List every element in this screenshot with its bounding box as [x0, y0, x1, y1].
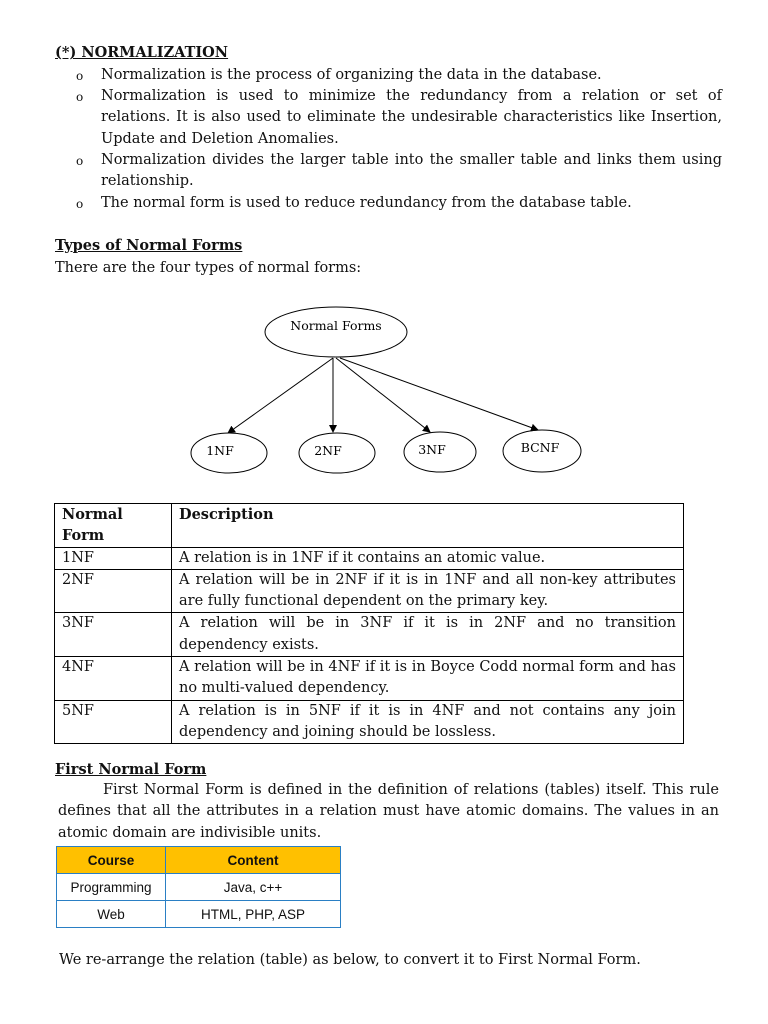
- node-1nf-label: 1NF: [206, 443, 234, 458]
- form-cell: 2NF: [55, 569, 172, 613]
- arrow-bcnf: [340, 358, 538, 430]
- node-3nf-label: 3NF: [418, 442, 446, 457]
- arrow-3nf: [336, 358, 430, 432]
- description-cell: A relation is in 1NF if it contains an atomic value.: [172, 547, 684, 569]
- header-normal-form: Normal Form: [55, 504, 172, 548]
- node-bcnf-label: BCNF: [520, 440, 560, 455]
- form-cell: 5NF: [55, 700, 172, 744]
- table-row: [55, 613, 684, 657]
- bullet-marker: o: [76, 197, 84, 211]
- section-title: (*) NORMALIZATION: [55, 44, 229, 61]
- bullet-item: Normalization divides the larger table into the smaller table and links them using relationship.: [101, 152, 722, 190]
- first-nf-paragraph: [58, 780, 719, 844]
- table-header-row: [55, 504, 684, 548]
- root-node-label: Normal Forms: [290, 318, 382, 333]
- bullet-marker: o: [76, 69, 84, 83]
- table-row: [55, 700, 684, 744]
- bullet-item: Normalization is the process of organizing the data in the database.: [101, 67, 602, 83]
- course-table: [56, 846, 341, 928]
- form-cell: 3NF: [55, 613, 172, 657]
- table-row: [55, 569, 684, 613]
- content-cell: Java, c++: [166, 874, 341, 901]
- header-content: Content: [166, 847, 341, 874]
- closing-line: We re-arrange the relation (table) as below, to convert it to First Normal Form.: [59, 952, 641, 968]
- bullet-marker: o: [76, 90, 84, 104]
- description-cell: A relation will be in 4NF if it is in Boyce Codd normal form and has no multi-valued dependency.: [172, 657, 684, 701]
- table-row: [55, 657, 684, 701]
- course-cell: Web: [57, 901, 166, 928]
- first-nf-heading: First Normal Form: [55, 761, 207, 778]
- description-cell: A relation will be in 2NF if it is in 1NF and all non-key attributes are fully functional dependent on the primary key.: [172, 569, 684, 613]
- header-description: Description: [172, 504, 684, 548]
- table-row: [57, 901, 341, 928]
- course-cell: Programming: [57, 874, 166, 901]
- content-cell: HTML, PHP, ASP: [166, 901, 341, 928]
- bullet-item: Normalization is used to minimize the redundancy from a relation or set of relations. It is also used to eliminate the undesirable characteristics like Insertion, Update and Deletion Anomalies.: [101, 88, 722, 147]
- table-row: [55, 547, 684, 569]
- form-cell: 1NF: [55, 547, 172, 569]
- types-intro: There are the four types of normal forms:: [55, 260, 362, 276]
- types-heading: Types of Normal Forms: [55, 237, 243, 254]
- description-cell: A relation will be in 3NF if it is in 2NF and no transition dependency exists.: [172, 613, 684, 657]
- bullet-marker: o: [76, 154, 84, 168]
- course-header-row: [57, 847, 341, 874]
- form-cell: 4NF: [55, 657, 172, 701]
- normal-forms-table: [54, 503, 684, 744]
- description-cell: A relation is in 5NF if it is in 4NF and not contains any join dependency and joining should be lossless.: [172, 700, 684, 744]
- bullet-item: The normal form is used to reduce redundancy from the database table.: [101, 195, 632, 211]
- arrow-1nf: [228, 358, 333, 433]
- table-row: [57, 874, 341, 901]
- first-nf-paragraph-text: First Normal Form is defined in the definition of relations (tables) itself. This rule defines that all the attributes in a relation must have atomic domains. The values in an atomic domain are indivisible units.: [58, 782, 719, 841]
- header-course: Course: [57, 847, 166, 874]
- node-2nf-label: 2NF: [314, 443, 342, 458]
